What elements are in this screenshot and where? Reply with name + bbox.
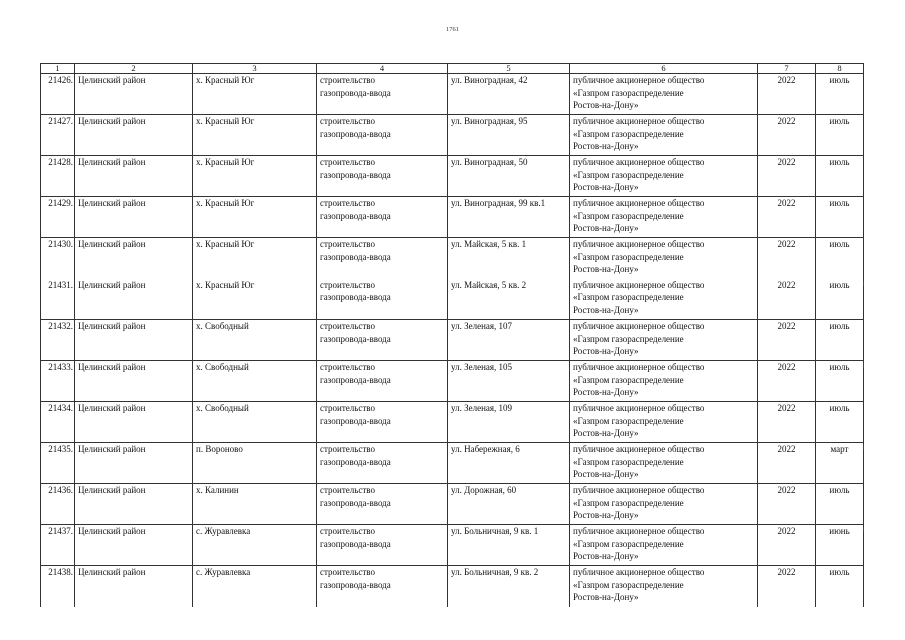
organization-cell [570,361,758,402]
table-row [41,238,864,279]
edge-mark [863,363,864,368]
organization-line: Ростов-на-Дону» [573,469,639,479]
work-type-line: газопровода-ввода [320,497,391,508]
organization-line: публичное акционерное общество [573,403,705,413]
district-cell: Целинский район [75,361,193,402]
district-cell: Целинский район [75,402,193,443]
month-cell: июль [816,115,864,156]
row-number: 21427. [41,115,75,156]
settlement-cell: х. Свободный [193,361,317,402]
work-type-line: газопровода-ввода [320,251,391,262]
row-number: 21437. [41,525,75,566]
organization-cell [570,74,758,115]
address-cell: ул. Набережная, 6 [448,443,570,484]
work-type-line: газопровода-ввода [320,87,391,98]
table-row [41,156,864,197]
table-row [41,484,864,525]
district-cell: Целинский район [75,197,193,238]
work-type-line: газопровода-ввода [320,169,391,180]
work-type-cell [317,279,448,320]
settlement-cell: с. Журавлевка [193,566,317,607]
address-cell: ул. Больничная, 9 кв. 2 [448,566,570,607]
work-type-line: газопровода-ввода [320,210,391,221]
organization-line: публичное акционерное общество [573,485,705,495]
edge-mark [863,281,864,286]
settlement-cell: х. Красный Юг [193,279,317,320]
year-cell: 2022 [758,484,816,525]
organization-cell [570,402,758,443]
table-row [41,279,864,320]
address-cell: ул. Виноградная, 42 [448,74,570,115]
month-cell: июль [816,566,864,607]
organization-line: Ростов-на-Дону» [573,592,639,602]
row-number: 21432. [41,320,75,361]
organization-line: публичное акционерное общество [573,444,705,454]
organization-line: «Газпром газораспределение [573,251,684,262]
table-row [41,320,864,361]
row-number: 21434. [41,402,75,443]
year-cell: 2022 [758,566,816,607]
row-number: 21430. [41,238,75,279]
table-row [41,361,864,402]
organization-line: Ростов-на-Дону» [573,428,639,438]
organization-line: публичное акционерное общество [573,157,705,167]
work-type-line: газопровода-ввода [320,579,391,590]
year-cell: 2022 [758,238,816,279]
month-cell: июль [816,320,864,361]
work-type-line: газопровода-ввода [320,374,391,385]
organization-line: «Газпром газораспределение [573,456,684,467]
month-cell: июль [816,156,864,197]
month-cell: июль [816,279,864,320]
organization-line: «Газпром газораспределение [573,579,684,590]
settlement-cell: с. Журавлевка [193,525,317,566]
row-number: 21436. [41,484,75,525]
settlement-cell: х. Красный Юг [193,238,317,279]
address-cell: ул. Майская, 5 кв. 1 [448,238,570,279]
row-number: 21433. [41,361,75,402]
organization-line: Ростов-на-Дону» [573,141,639,151]
work-type-line: строительство [320,157,375,167]
column-header: 2 [75,64,193,74]
district-cell: Целинский район [75,443,193,484]
year-cell: 2022 [758,525,816,566]
organization-cell [570,320,758,361]
organization-line: «Газпром газораспределение [573,374,684,385]
work-type-line: строительство [320,485,375,495]
column-header: 7 [758,64,816,74]
column-number-row [41,64,864,74]
district-cell: Целинский район [75,484,193,525]
year-cell: 2022 [758,279,816,320]
work-type-cell [317,525,448,566]
organization-line: Ростов-на-Дону» [573,100,639,110]
work-type-line: строительство [320,279,375,290]
organization-line: Ростов-на-Дону» [573,182,639,192]
district-cell: Целинский район [75,279,193,320]
page-number: 1761 [446,26,459,33]
settlement-cell: х. Красный Юг [193,115,317,156]
work-type-cell [317,238,448,279]
table-row [41,197,864,238]
organization-line: публичное акционерное общество [573,567,705,577]
organization-line: «Газпром газораспределение [573,497,684,508]
year-cell: 2022 [758,197,816,238]
organization-line: публичное акционерное общество [573,198,705,208]
organization-line: Ростов-на-Дону» [573,510,639,520]
organization-line: публичное акционерное общество [573,279,705,290]
organization-line: «Газпром газораспределение [573,333,684,344]
work-type-cell [317,74,448,115]
work-type-cell [317,320,448,361]
work-type-cell [317,115,448,156]
address-cell: ул. Майская, 5 кв. 2 [448,279,570,320]
settlement-cell: п. Вороново [193,443,317,484]
year-cell: 2022 [758,115,816,156]
work-type-line: строительство [320,403,375,413]
district-cell: Целинский район [75,74,193,115]
month-cell: июль [816,197,864,238]
work-type-line: строительство [320,444,375,454]
district-cell: Целинский район [75,566,193,607]
edge-mark [863,445,864,450]
organization-line: Ростов-на-Дону» [573,551,639,561]
organization-line: «Газпром газораспределение [573,210,684,221]
gasification-table [40,63,864,607]
organization-cell [570,443,758,484]
row-number: 21426. [41,74,75,115]
work-type-line: газопровода-ввода [320,292,391,302]
organization-cell [570,279,758,320]
work-type-cell [317,566,448,607]
column-header: 6 [570,64,758,74]
work-type-line: строительство [320,321,375,331]
work-type-line: газопровода-ввода [320,333,391,344]
column-header: 3 [193,64,317,74]
work-type-cell [317,443,448,484]
year-cell: 2022 [758,443,816,484]
organization-line: публичное акционерное общество [573,239,705,249]
address-cell: ул. Виноградная, 95 [448,115,570,156]
organization-cell [570,484,758,525]
organization-cell [570,566,758,607]
work-type-cell [317,156,448,197]
district-cell: Целинский район [75,156,193,197]
organization-cell [570,156,758,197]
district-cell: Целинский район [75,320,193,361]
work-type-line: строительство [320,567,375,577]
work-type-line: газопровода-ввода [320,128,391,139]
organization-cell [570,115,758,156]
address-cell: ул. Зеленая, 105 [448,361,570,402]
year-cell: 2022 [758,402,816,443]
year-cell: 2022 [758,320,816,361]
organization-cell [570,238,758,279]
month-cell: июнь [816,525,864,566]
work-type-cell [317,361,448,402]
month-cell: июль [816,484,864,525]
row-number: 21428. [41,156,75,197]
row-number: 21429. [41,197,75,238]
work-type-line: газопровода-ввода [320,415,391,426]
address-cell: ул. Дорожная, 60 [448,484,570,525]
organization-line: публичное акционерное общество [573,75,705,85]
table-row [41,402,864,443]
settlement-cell: х. Красный Юг [193,156,317,197]
row-number: 21438. [41,566,75,607]
organization-cell [570,525,758,566]
work-type-cell [317,484,448,525]
address-cell: ул. Виноградная, 50 [448,156,570,197]
district-cell: Целинский район [75,525,193,566]
work-type-line: строительство [320,526,375,536]
column-header: 1 [41,64,75,74]
month-cell: июль [816,402,864,443]
district-cell: Целинский район [75,115,193,156]
organization-line: публичное акционерное общество [573,526,705,536]
organization-line: «Газпром газораспределение [573,538,684,549]
table-row [41,115,864,156]
organization-line: публичное акционерное общество [573,362,705,372]
organization-line: «Газпром газораспределение [573,87,684,98]
organization-line: Ростов-на-Дону» [573,387,639,397]
month-cell: июль [816,238,864,279]
organization-line: Ростов-на-Дону» [573,264,639,274]
settlement-cell: х. Красный Юг [193,74,317,115]
address-cell: ул. Зеленая, 107 [448,320,570,361]
row-number: 21435. [41,443,75,484]
work-type-line: строительство [320,239,375,249]
organization-line: «Газпром газораспределение [573,169,684,180]
settlement-cell: х. Свободный [193,320,317,361]
organization-cell [570,197,758,238]
column-header: 5 [448,64,570,74]
work-type-line: строительство [320,116,375,126]
address-cell: ул. Больничная, 9 кв. 1 [448,525,570,566]
row-number: 21431. [41,279,75,320]
work-type-line: строительство [320,198,375,208]
column-header: 4 [317,64,448,74]
table-row [41,525,864,566]
organization-line: Ростов-на-Дону» [573,304,639,315]
column-header: 8 [816,64,864,74]
settlement-cell: х. Красный Юг [193,197,317,238]
address-cell: ул. Зеленая, 109 [448,402,570,443]
work-type-line: строительство [320,75,375,85]
organization-line: «Газпром газораспределение [573,415,684,426]
organization-line: Ростов-на-Дону» [573,346,639,356]
work-type-cell [317,197,448,238]
settlement-cell: х. Калинин [193,484,317,525]
work-type-cell [317,402,448,443]
month-cell: март [816,443,864,484]
year-cell: 2022 [758,156,816,197]
table-row [41,443,864,484]
organization-line: Ростов-на-Дону» [573,223,639,233]
year-cell: 2022 [758,74,816,115]
table-row [41,74,864,115]
year-cell: 2022 [758,361,816,402]
address-cell: ул. Виноградная, 99 кв.1 [448,197,570,238]
organization-line: публичное акционерное общество [573,321,705,331]
table-row [41,566,864,607]
work-type-line: газопровода-ввода [320,538,391,549]
settlement-cell: х. Свободный [193,402,317,443]
organization-line: публичное акционерное общество [573,116,705,126]
organization-line: «Газпром газораспределение [573,128,684,139]
work-type-line: газопровода-ввода [320,456,391,467]
edge-mark [863,527,864,532]
organization-line: «Газпром газораспределение [573,292,684,302]
month-cell: июль [816,361,864,402]
month-cell: июль [816,74,864,115]
work-type-line: строительство [320,362,375,372]
district-cell: Целинский район [75,238,193,279]
